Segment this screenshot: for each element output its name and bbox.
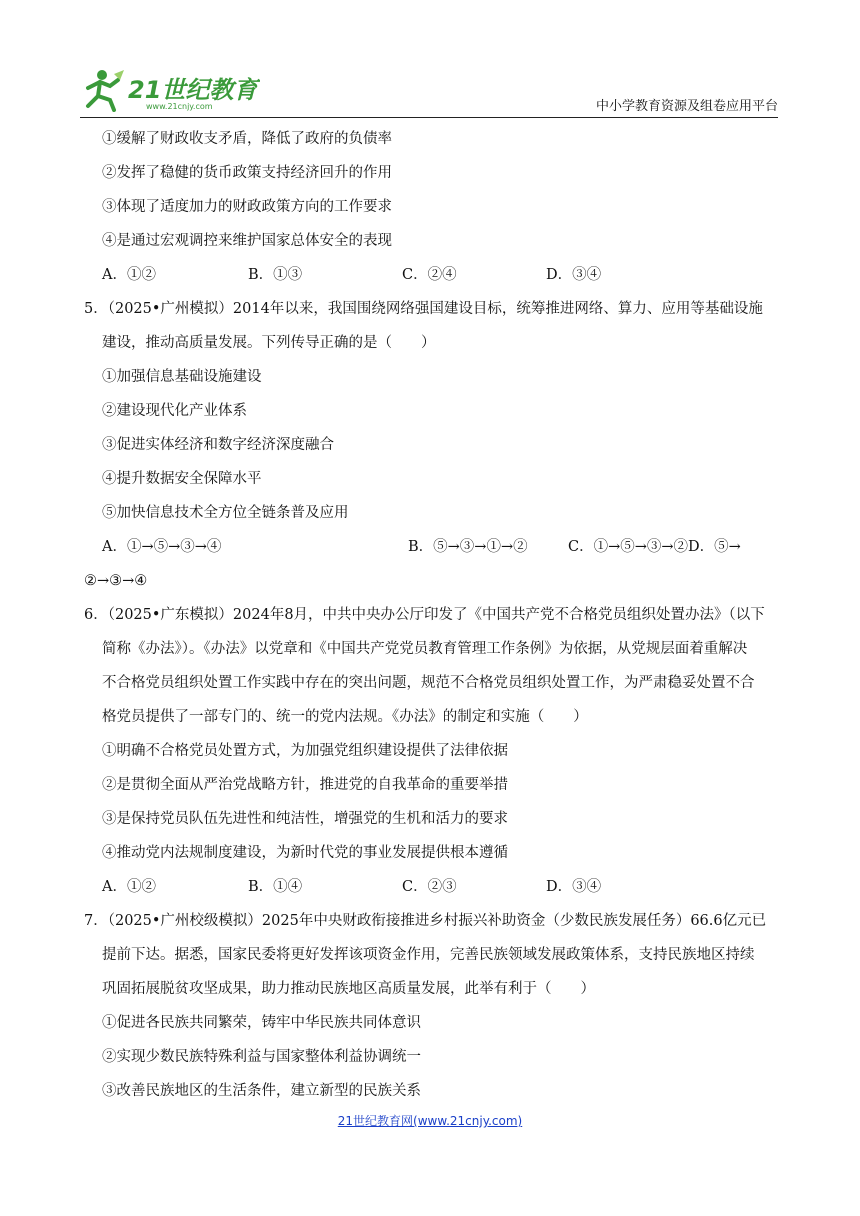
answer-option: A．①② (102, 879, 156, 895)
text-line: ②是贯彻全面从严治党战略方针，推进党的自我革命的重要举措 (102, 777, 508, 793)
text-line: 巩固拓展脱贫攻坚成果，助力推动民族地区高质量发展，此举有利于（ ） (102, 981, 595, 997)
text-line: ②建设现代化产业体系 (102, 403, 247, 419)
text-line: 简称《办法》）。《办法》以党章和《中国共产党党员教育管理工作条例》为依据，从党规层面着重解决 (102, 641, 748, 657)
logo-text: 21世纪教育 (128, 76, 258, 104)
answer-option: D．③④ (546, 879, 602, 895)
text-line: ④推动党内法规制度建设，为新时代党的事业发展提供根本遵循 (102, 845, 508, 861)
text-line: 格党员提供了一部专门的、统一的党内法规。《办法》的制定和实施（ ） (102, 709, 588, 725)
text-line: ①明确不合格党员处置方式，为加强党组织建设提供了法律依据 (102, 743, 508, 759)
header-platform-text: 中小学教育资源及组卷应用平台 (595, 99, 778, 114)
text-line: 6．（2025•广东模拟）2024年8月，中共中央办公厅印发了《中国共产党不合格党员组织处置办法》（以下 (84, 607, 765, 623)
text-line: ①加强信息基础设施建设 (102, 369, 262, 385)
text-line: 5．（2025•广州模拟）2014年以来，我国围绕网络强国建设目标，统筹推进网络、算力、应用等基础设施 (84, 301, 763, 317)
text-line: ①缓解了财政收支矛盾，降低了政府的负债率 (102, 131, 392, 147)
answer-option: C．①→⑤→③→②D．⑤→ (568, 539, 741, 555)
text-line: 不合格党员组织处置工作实践中存在的突出问题，规范不合格党员组织处置工作，为严肃稳妥处置不合 (102, 675, 755, 691)
logo (80, 66, 260, 112)
footer-link[interactable]: 21世纪教育网(www.21cnjy.com) (337, 1114, 523, 1128)
text-line: ②实现少数民族特殊利益与国家整体利益协调统一 (102, 1049, 421, 1065)
document-body (84, 122, 778, 1108)
answer-option: C．②③ (402, 879, 457, 895)
text-line: ④是通过宏观调控来维护国家总体安全的表现 (102, 233, 392, 249)
answer-option: A．①② (102, 267, 156, 283)
answer-options (84, 530, 778, 564)
text-line: ④提升数据安全保障水平 (102, 471, 262, 487)
text-line: ②发挥了稳健的货币政策支持经济回升的作用 (102, 165, 392, 181)
answer-option: B．①④ (248, 879, 303, 895)
answer-option: B．⑤→③→①→② (408, 539, 528, 555)
text-line: 提前下达。据悉，国家民委将更好发挥该项资金作用，完善民族领域发展政策体系，支持民族地区持续 (102, 947, 755, 963)
logo-url: www.21cnjy.com (146, 102, 213, 111)
answer-option: A．①→⑤→③→④ (102, 539, 222, 555)
text-line: ①促进各民族共同繁荣，铸牢中华民族共同体意识 (102, 1015, 421, 1031)
text-line: ⑤加快信息技术全方位全链条普及应用 (102, 505, 349, 521)
page-header (80, 62, 778, 118)
text-line: 建设，推动高质量发展。下列传导正确的是（ ） (102, 335, 436, 351)
answer-option: C．②④ (402, 267, 457, 283)
answer-option: B．①③ (248, 267, 303, 283)
text-line: 7．（2025•广州校级模拟）2025年中央财政衔接推进乡村振兴补助资金（少数民族发展任务）66.6亿元已 (84, 913, 767, 929)
text-line: ③是保持党员队伍先进性和纯洁性，增强党的生机和活力的要求 (102, 811, 508, 827)
page-footer (0, 1112, 860, 1129)
text-line: ③改善民族地区的生活条件，建立新型的民族关系 (102, 1083, 421, 1099)
text-line: ③体现了适度加力的财政政策方向的工作要求 (102, 199, 392, 215)
header-divider (80, 117, 778, 118)
answer-options (84, 258, 778, 292)
runner-logo-icon (80, 66, 260, 112)
text-line: ③促进实体经济和数字经济深度融合 (102, 437, 334, 453)
answer-options (84, 870, 778, 904)
answer-option: D．③④ (546, 267, 602, 283)
text-line: ②→③→④ (84, 573, 148, 589)
